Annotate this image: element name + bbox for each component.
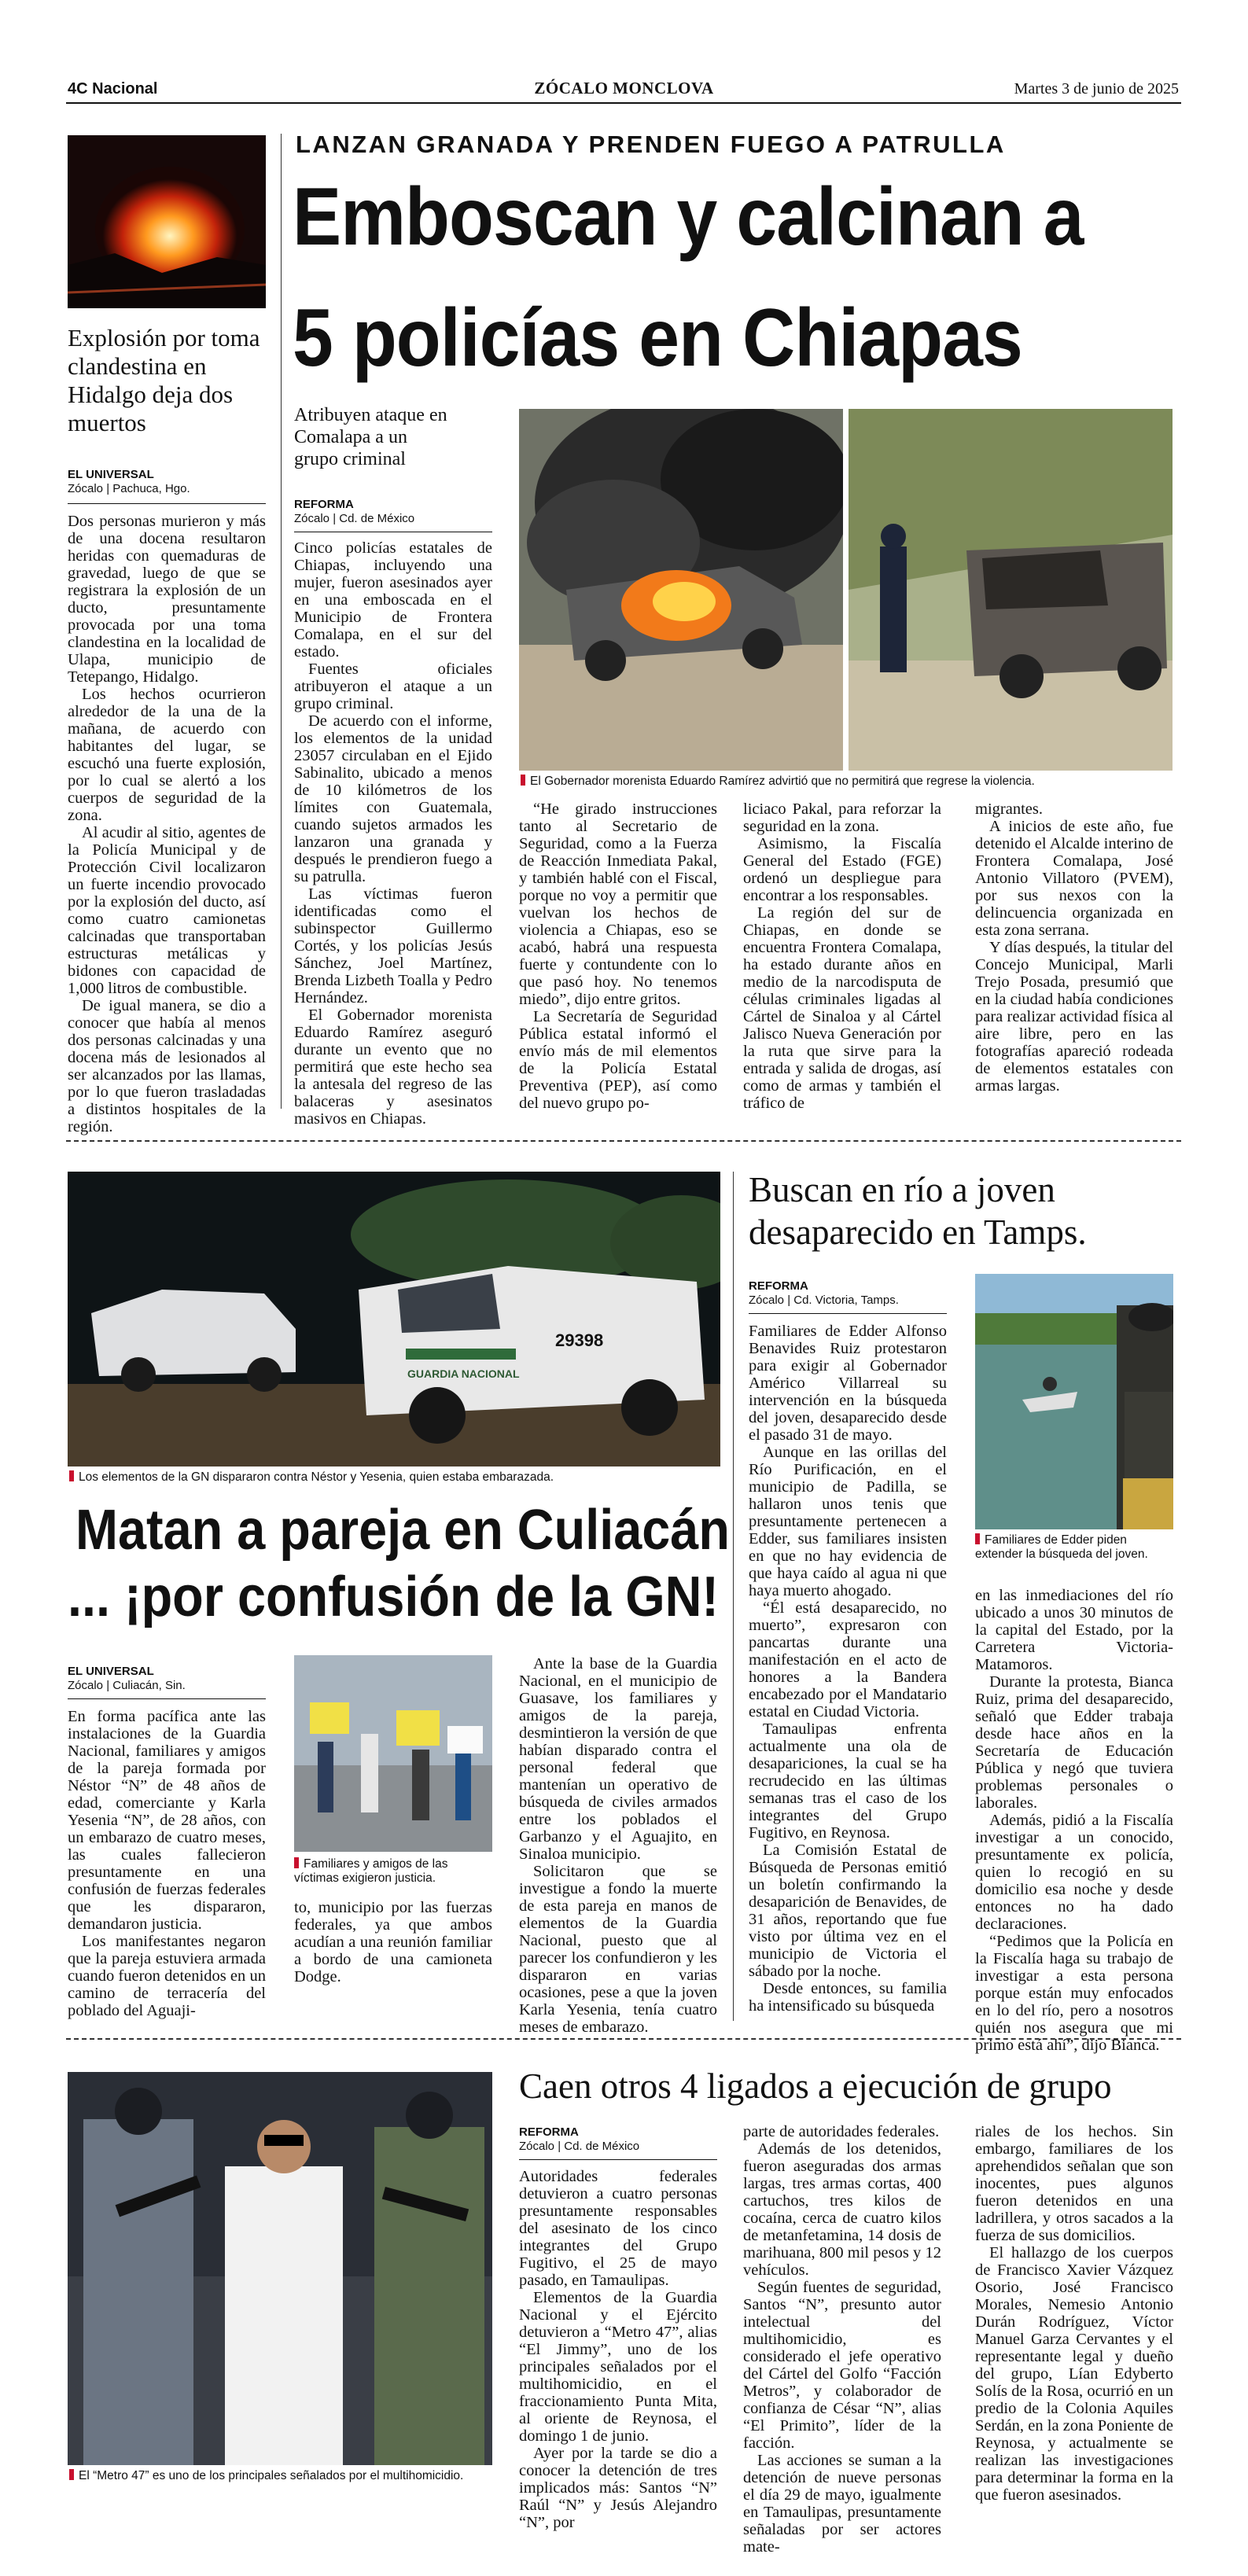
main-paragraph: Cinco policías estatales de Chiapas, incluyendo una mujer, fueron asesinados ayer en una emboscada en el Municipio de Frontera Comalapa, en el sur del estado.	[294, 539, 492, 661]
main-paragraph: A inicios de este año, fue detenido el Alcalde interino de Frontera Comalapa, José Antonio Villatoro (PVEM), por sus nexos con la delincuencia organizada en esta zona serrana.	[975, 818, 1173, 939]
tamps-paragraph: Desde entonces, su familia ha intensificado su búsqueda	[749, 1980, 947, 2015]
tamps-byline	[749, 1279, 947, 1308]
side-dateline: Zócalo | Pachuca, Hgo.	[68, 482, 190, 495]
culiacan-source: EL UNIVERSAL	[68, 1665, 154, 1678]
culiacan-paragraph: to, municipio por las fuerzas federales, ya que ambos acudían a una reunión familiar a bordo de una camioneta Dodge.	[294, 1899, 492, 1985]
main-paragraph: liciaco Pakal, para reforzar la seguridad en la zona.	[743, 800, 941, 835]
main-paragraph: El Gobernador morenista Eduardo Ramírez aseguró durante un evento que no permitirá que este hecho sea la antesala del regreso de las balaceras y asesinatos masivos en Chiapas.	[294, 1006, 492, 1128]
truck-label: GUARDIA NACIONAL	[407, 1367, 520, 1380]
main-headline-line1: Emboscan y calcinan a	[293, 171, 1084, 263]
tamps-paragraph: en las inmediaciones del río ubicado a unos 30 minutos de la capital del Estado, por la Carretera Victoria-Matamoros.	[975, 1587, 1173, 1673]
side-source: EL UNIVERSAL	[68, 468, 154, 481]
tamps-headline: Buscan en río a joven desaparecido en Tamps.	[749, 1170, 1087, 1252]
culiacan-paragraph: En forma pacífica ante las instalaciones de la Guardia Nacional, familiares y amigos de la pareja formada por Néstor “N” de 48 años de edad, comerciante y Karla Yesenia “N”, de 28 años, con un embarazo de cuatro meses, las cuales fallecieron presuntamente en una confusión de fuerzas federales que les dispararon, demandaron justicia.	[68, 1708, 266, 1933]
bottom-byline-rule	[519, 2159, 717, 2160]
tamps-body-col1	[749, 1323, 947, 2015]
main-dateline: Zócalo | Cd. de México	[294, 512, 415, 525]
bottom-paragraph: riales de los hechos. Sin embargo, familiares de los aprehendidos señalan que son inocentes, pues algunos fueron detenidos en una ladrillera, y otros sacados a la fuerza de sus domicilios.	[975, 2123, 1173, 2244]
side-paragraph: Al acudir al sitio, agentes de la Policía Municipal y de Protección Civil localizaron un fuerte incendio provocado por la explosión del ducto, así como cuatro camionetas calcinadas que transportaban estructuras metálicas y bidones con capacidad de 1,000 litros de combustible.	[68, 824, 266, 997]
bottom-source: REFORMA	[519, 2125, 579, 2139]
culiacan-photo-gn-truck	[68, 1172, 720, 1466]
side-body	[68, 513, 266, 1135]
masthead: ZÓCALO MONCLOVA	[534, 79, 714, 98]
caption-marker	[521, 775, 525, 786]
main-paragraph: Las víctimas fueron identificadas como el subinspector Guillermo Cortés, y los policías Jesús Sánchez, Joel Martínez, Brenda Lizbeth Toalla y Pedro Hernández.	[294, 885, 492, 1006]
tamps-paragraph: “Pedimos que la Policía en la Fiscalía haga su trabajo de investigar a esta persona porque están muy enfocados en lo del río, pero a nosotros quién nos asegura que mi primo está ahí”, dijo Bianca.	[975, 1933, 1173, 2054]
main-paragraph: migrantes.	[975, 800, 1043, 818]
bottom-byline	[519, 2125, 717, 2154]
side-photo-explosion	[68, 135, 266, 308]
culiacan-paragraph: Los manifestantes negaron que la pareja estuviera armada cuando fueron detenidos en un camino de terracería del poblado del Aguaji-	[68, 1933, 266, 2019]
caption-marker	[69, 2469, 74, 2480]
main-paragraph: De acuerdo con el informe, los elementos de la unidad 23057 circulaban en el Ejido Sabinalito, ubicado a menos de 10 kilómetros de los límites con Guatemala, cuando sujetos armados les lanzaron una granada y después le prendieron fuego a su patrulla.	[294, 712, 492, 885]
side-byline	[68, 468, 266, 496]
bottom-body-col3	[975, 2123, 1173, 2504]
main-kicker: LANZAN GRANADA Y PRENDEN FUEGO A PATRULLA	[296, 131, 1006, 158]
side-paragraph: Dos personas murieron y más de una docena resultaron heridas con quemaduras de gravedad, luego de que se registrara la explosión de un ducto, presuntamente provocada por una toma clandestina en la localidad de Ulapa, municipio de Tetepango, Hidalgo.	[68, 513, 266, 686]
main-body-col2	[519, 800, 717, 1112]
main-paragraph: Fuentes oficiales atribuyeron el ataque a un grupo criminal.	[294, 661, 492, 712]
main-paragraph: “He girado instrucciones tanto al Secretario de Seguridad, como a la Fuerza de Reacción Inmediata Pakal, y también hablé con el Fiscal, porque no voy a permitir que vuelvan los hechos de violencia a Chiapas, eso se acabó, habrá una respuesta fuerte y contundente con lo que pasó hoy. No tenemos miedo”, dijo entre gritos.	[519, 800, 717, 1008]
bottom-paragraph: Elementos de la Guardia Nacional y el Ejército detuvieron a “Metro 47”, alias “El Jimmy”, uno de los principales señalados por el multihomicidio, en el fraccionamiento Punta Mita, al oriente de Reynosa, el domingo 1 de junio.	[519, 2289, 717, 2445]
tamps-paragraph: Además, pidió a la Fiscalía investigar a un conocido, presuntamente ex policía, quien lo recogió en su domicilio esa noche y desde entonces no ha dado declaraciones.	[975, 1812, 1173, 1933]
tamps-source: REFORMA	[749, 1279, 808, 1293]
bottom-paragraph: Además de los detenidos, fueron aseguradas dos armas largas, tres armas cortas, 400 cartuchos, tres kilos de cocaína, cerca de cuatro kilos de metanfetamina, 14 dosis de marihuana, 800 mil pesos y 12 vehículos.	[743, 2140, 941, 2279]
culiacan-inset-caption-text: Familiares y amigos de las víctimas exigieron justicia.	[294, 1857, 448, 1885]
culiacan-tamps-divider	[733, 1172, 734, 2021]
tamps-paragraph: Durante la protesta, Bianca Ruiz, prima del desaparecido, señaló que Edder trabaja desde hace años en la Secretaría de Educación Pública y negó que tuviera problemas personales o laborales.	[975, 1673, 1173, 1812]
tamps-paragraph: Tamaulipas enfrenta actualmente una ola de desapariciones, la cual se ha recrudecido en las últimas semanas tras el caso de los integrantes del Grupo Fugitivo, en Reynosa.	[749, 1720, 947, 1842]
caption-marker	[294, 1857, 299, 1868]
main-caption-text: El Gobernador morenista Eduardo Ramírez advirtió que no permitirá que regrese la violencia.	[530, 775, 1035, 788]
tamps-paragraph: Aunque en las orillas del Río Purificación, en el municipio de Padilla, se hallaron unos tenis que presuntamente pertenecen a Edder, sus familiares insisten en que no hay evidencia de que haya caído al agua ni que haya muerto ahogado.	[749, 1444, 947, 1599]
side-paragraph: Los hechos ocurrieron alrededor de la una de la mañana, de acuerdo con habitantes del lugar, se escuchó una fuerte explosión, por lo cual se alertó a los cuerpos de seguridad de la zona.	[68, 686, 266, 824]
bottom-body-col1	[519, 2168, 717, 2531]
main-subhead: Atribuyen ataque en Comalapa a un grupo criminal	[294, 405, 447, 469]
tamps-caption-text: Familiares de Edder piden extender la búsqueda del joven.	[975, 1533, 1148, 1561]
bottom-paragraph: Autoridades federales detuvieron a cuatro personas presuntamente responsables del asesinato de los cinco integrantes del Grupo Fugitivo, el 25 de mayo pasado, en Tamaulipas.	[519, 2168, 717, 2289]
tamps-body-col2	[975, 1587, 1173, 2054]
main-body-col1	[294, 539, 492, 1128]
main-source: REFORMA	[294, 498, 354, 511]
culiacan-body-col2	[294, 1899, 492, 1985]
culiacan-body-col1	[68, 1708, 266, 2019]
tamps-photo-river	[975, 1274, 1173, 1529]
section-divider	[66, 2038, 1181, 2040]
bottom-body-col2	[743, 2123, 941, 2556]
tamps-dateline: Zócalo | Cd. Victoria, Tamps.	[749, 1294, 899, 1307]
culiacan-caption-text: Los elementos de la GN dispararon contra Néstor y Yesenia, quien estaba embarazada.	[79, 1470, 554, 1484]
side-byline-rule	[68, 503, 266, 504]
tamps-paragraph: La Comisión Estatal de Búsqueda de Personas emitió un boletín confirmando la desaparición de Benavides, de 31 años, reportando que fue visto por última vez en el municipio de Victoria el sábado por la noche.	[749, 1842, 947, 1980]
tamps-byline-rule	[749, 1313, 947, 1314]
side-column-divider	[281, 134, 282, 1109]
culiacan-headline-line2: ... ¡por confusión de la GN!	[68, 1566, 720, 1628]
main-paragraph: La Secretaría de Seguridad Pública estatal informó el envío más de mil elementos de la Policía Estatal Preventiva (PEP), así como del nuevo grupo po-	[519, 1008, 717, 1112]
culiacan-paragraph: Solicitaron que se investigue a fondo la muerte de esta pareja en manos de elementos de la Guardia Nacional, puesto que al parecer los confundieron y les dispararon en varias ocasiones, pese a que la joven Karla Yesenia, tenía cuatro meses de embarazo.	[519, 1863, 717, 2036]
section-label: 4C Nacional	[68, 80, 158, 98]
bottom-paragraph: El hallazgo de los cuerpos de Francisco Xavier Vázquez Osorio, José Francisco Morales, Nemesio Antonio Durán Rodríguez, Víctor Manuel Garza Cervantes y el representante legal y dueño del grupo, Lían Edyberto Solís de la Rosa, ocurrió en un predio de la Colonia Aquiles Serdán, en la zona Poniente de Reynosa, y actualmente se realizan las investigaciones para determinar la forma en la que fueron asesinados.	[975, 2244, 1173, 2504]
culiacan-byline	[68, 1665, 266, 1693]
bottom-paragraph: parte de autoridades federales.	[743, 2123, 940, 2140]
truck-number: 29398	[555, 1330, 604, 1350]
bottom-paragraph: Según fuentes de seguridad, Santos “N”, presunto autor intelectual del multihomicidio, es considerado el jefe operativo del Cártel del Golfo “Facción Metros”, y colaborador de confianza de César “N”, alias “El Primito”, líder de la facción.	[743, 2279, 941, 2452]
culiacan-inset-protest	[294, 1655, 492, 1852]
issue-date: Martes 3 de junio de 2025	[1014, 80, 1179, 98]
main-paragraph: Y días después, la titular del Concejo Municipal, Marli Trejo Posada, presumió que en la ciudad había condiciones para realizar actividad física al aire libre, pero en las fotografías apareció rodeada de elementos estatales con armas largas.	[975, 939, 1173, 1095]
main-photo-burning-truck	[519, 409, 843, 771]
tamps-paragraph: Familiares de Edder Alfonso Benavides Ruiz protestaron para exigir al Gobernador Américo Villarreal su intervención en la búsqueda del joven, desaparecido desde el pasado 31 de mayo.	[749, 1323, 947, 1444]
main-photo-caption	[521, 775, 1173, 789]
caption-marker	[69, 1470, 74, 1481]
culiacan-paragraph: Ante la base de la Guardia Nacional, en el municipio de Guasave, los familiares y amigos de la pareja, desmintieron la versión de que habían disparado contra el personal federal que mantenían un operativo de búsqueda de civiles armados entre los poblados el Garbanzo y el Aguajito, en Sinaloa municipio.	[519, 1655, 717, 1863]
section-divider	[66, 1140, 1181, 1142]
bottom-photo-caption	[69, 2469, 510, 2483]
culiacan-headline-line1: Matan a pareja en Culiacán	[75, 1499, 730, 1562]
culiacan-body-col3	[519, 1655, 717, 2036]
main-paragraph: La región del sur de Chiapas, en donde se encuentra Frontera Comalapa, ha estado durante años en medio de la narcodisputa de células criminales ligadas al Cártel de Sinaloa y al Cártel Jalisco Nueva Generación por la ruta que sirve para la entrada y salida de drogas, así como de armas y también el tráfico de	[743, 904, 941, 1112]
culiacan-inset-caption	[294, 1857, 492, 1886]
main-byline	[294, 498, 492, 526]
side-paragraph: De igual manera, se dio a conocer que había al menos dos personas calcinadas y una docena más de lesionados al ser alcanzados por las llamas, por lo que fueron trasladadas a distintos hospitales de la región.	[68, 997, 266, 1135]
bottom-paragraph: Ayer por la tarde se dio a conocer la detención de tres implicados más: Santos “N” Raúl “N” y Jesús Alejandro “N”, por	[519, 2445, 717, 2531]
bottom-paragraph: Las acciones se suman a la detención de nueve personas el día 29 de mayo, igualmente en Tamaulipas, presuntamente señaladas por ser actores mate-	[743, 2452, 941, 2556]
main-photo-officer-truck	[849, 409, 1173, 771]
culiacan-dateline: Zócalo | Culiacán, Sin.	[68, 1679, 186, 1692]
bottom-headline: Caen otros 4 ligados a ejecución de grupo	[519, 2066, 1112, 2106]
main-body-col4	[975, 800, 1173, 1095]
tamps-photo-caption	[975, 1533, 1173, 1562]
culiacan-photo-caption	[69, 1470, 722, 1485]
main-paragraph: Asimismo, la Fiscalía General del Estado (FGE) ordenó un despliegue para encontrar a los responsables.	[743, 835, 941, 904]
side-headline: Explosión por toma clandestina en Hidalgo deja dos muertos	[68, 324, 260, 436]
bottom-dateline: Zócalo | Cd. de México	[519, 2140, 640, 2153]
bottom-photo-arrest	[68, 2072, 492, 2465]
main-body-col3	[743, 800, 941, 1112]
tamps-paragraph: “Él está desaparecido, no muerto”, expresaron con pancartas durante una manifestación en el acto de honores a la Bandera encabezado por el Mandatario estatal en Ciudad Victoria.	[749, 1599, 947, 1720]
caption-marker	[975, 1533, 980, 1544]
bottom-caption-text: El “Metro 47” es uno de los principales señalados por el multihomicidio.	[79, 2469, 464, 2482]
culiacan-byline-rule	[68, 1698, 266, 1699]
header-rule	[66, 102, 1181, 104]
main-headline-line2: 5 policías en Chiapas	[293, 293, 1022, 384]
